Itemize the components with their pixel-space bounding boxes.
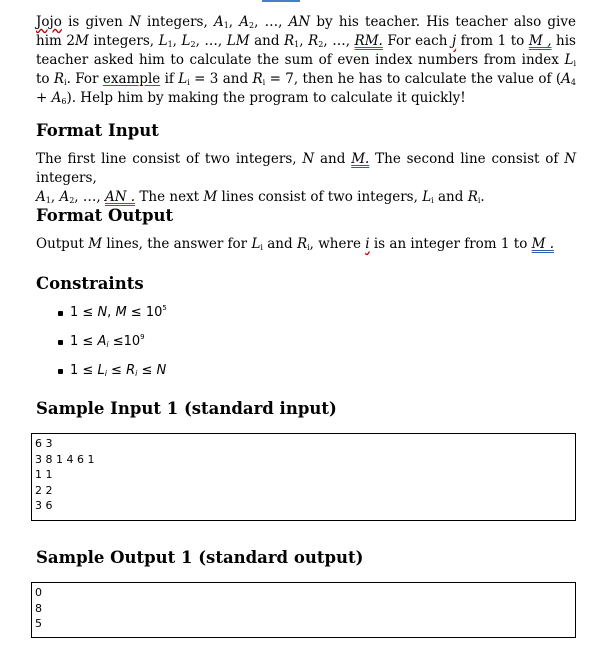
constraint-l-r: $1 \le L_i \le R_i \le N$ <box>52 362 167 391</box>
heading-format-input: Format Input <box>36 121 159 140</box>
constraints-list <box>52 304 167 391</box>
sample-output-box: 0 8 5 <box>31 582 576 638</box>
heading-format-output: Format Output <box>36 206 174 225</box>
sample-input-box: 6 3 3 8 1 4 6 1 1 1 2 2 3 6 <box>31 433 576 521</box>
constraint-n-m: 1 ≤ N, $M \le 10^5$ <box>52 304 167 333</box>
heading-constraints: Constraints <box>36 274 144 293</box>
word-rm: RM. <box>354 33 383 49</box>
word-j: j <box>451 33 457 49</box>
format-input-text: The first line consist of two integers, N and M. The second line consist of N integers, $A_1$, $A_2$, …, AN . The next M lines consist of two integers, $L_i$ and $R_i$. <box>36 151 576 205</box>
word-example: example <box>102 71 161 87</box>
word-jojo: Jojo <box>36 14 62 30</box>
format-output-text: Output M lines, the answer for $L_i$ and $R_i$, where i is an integer from 1 to M . <box>36 236 555 252</box>
heading-sample-output: Sample Output 1 (standard output) <box>36 548 364 567</box>
problem-statement: Jojo is given N integers, $A_1$, $A_2$, …, AN by his teacher. His teacher also give him 2M integers, $L_1$, $L_2$, …, LM and $R_1$, $R_2$, …, RM. For each j from 1 to M , his teacher asked him to calculate the sum of even index numbers from index $L_i$ to $R_i$. For example if $L_i = 3$ and $R_i = 7$, then he has to calculate the value of $(A_4 + A_6)$. Help him by making the program to calculate it quickly! <box>36 14 576 106</box>
heading-sample-input: Sample Input 1 (standard input) <box>36 399 337 418</box>
constraint-a: $1 \le A_i \le 10^9$ <box>52 333 167 362</box>
top-accent-line <box>262 0 300 2</box>
word-m: M , <box>528 33 552 49</box>
